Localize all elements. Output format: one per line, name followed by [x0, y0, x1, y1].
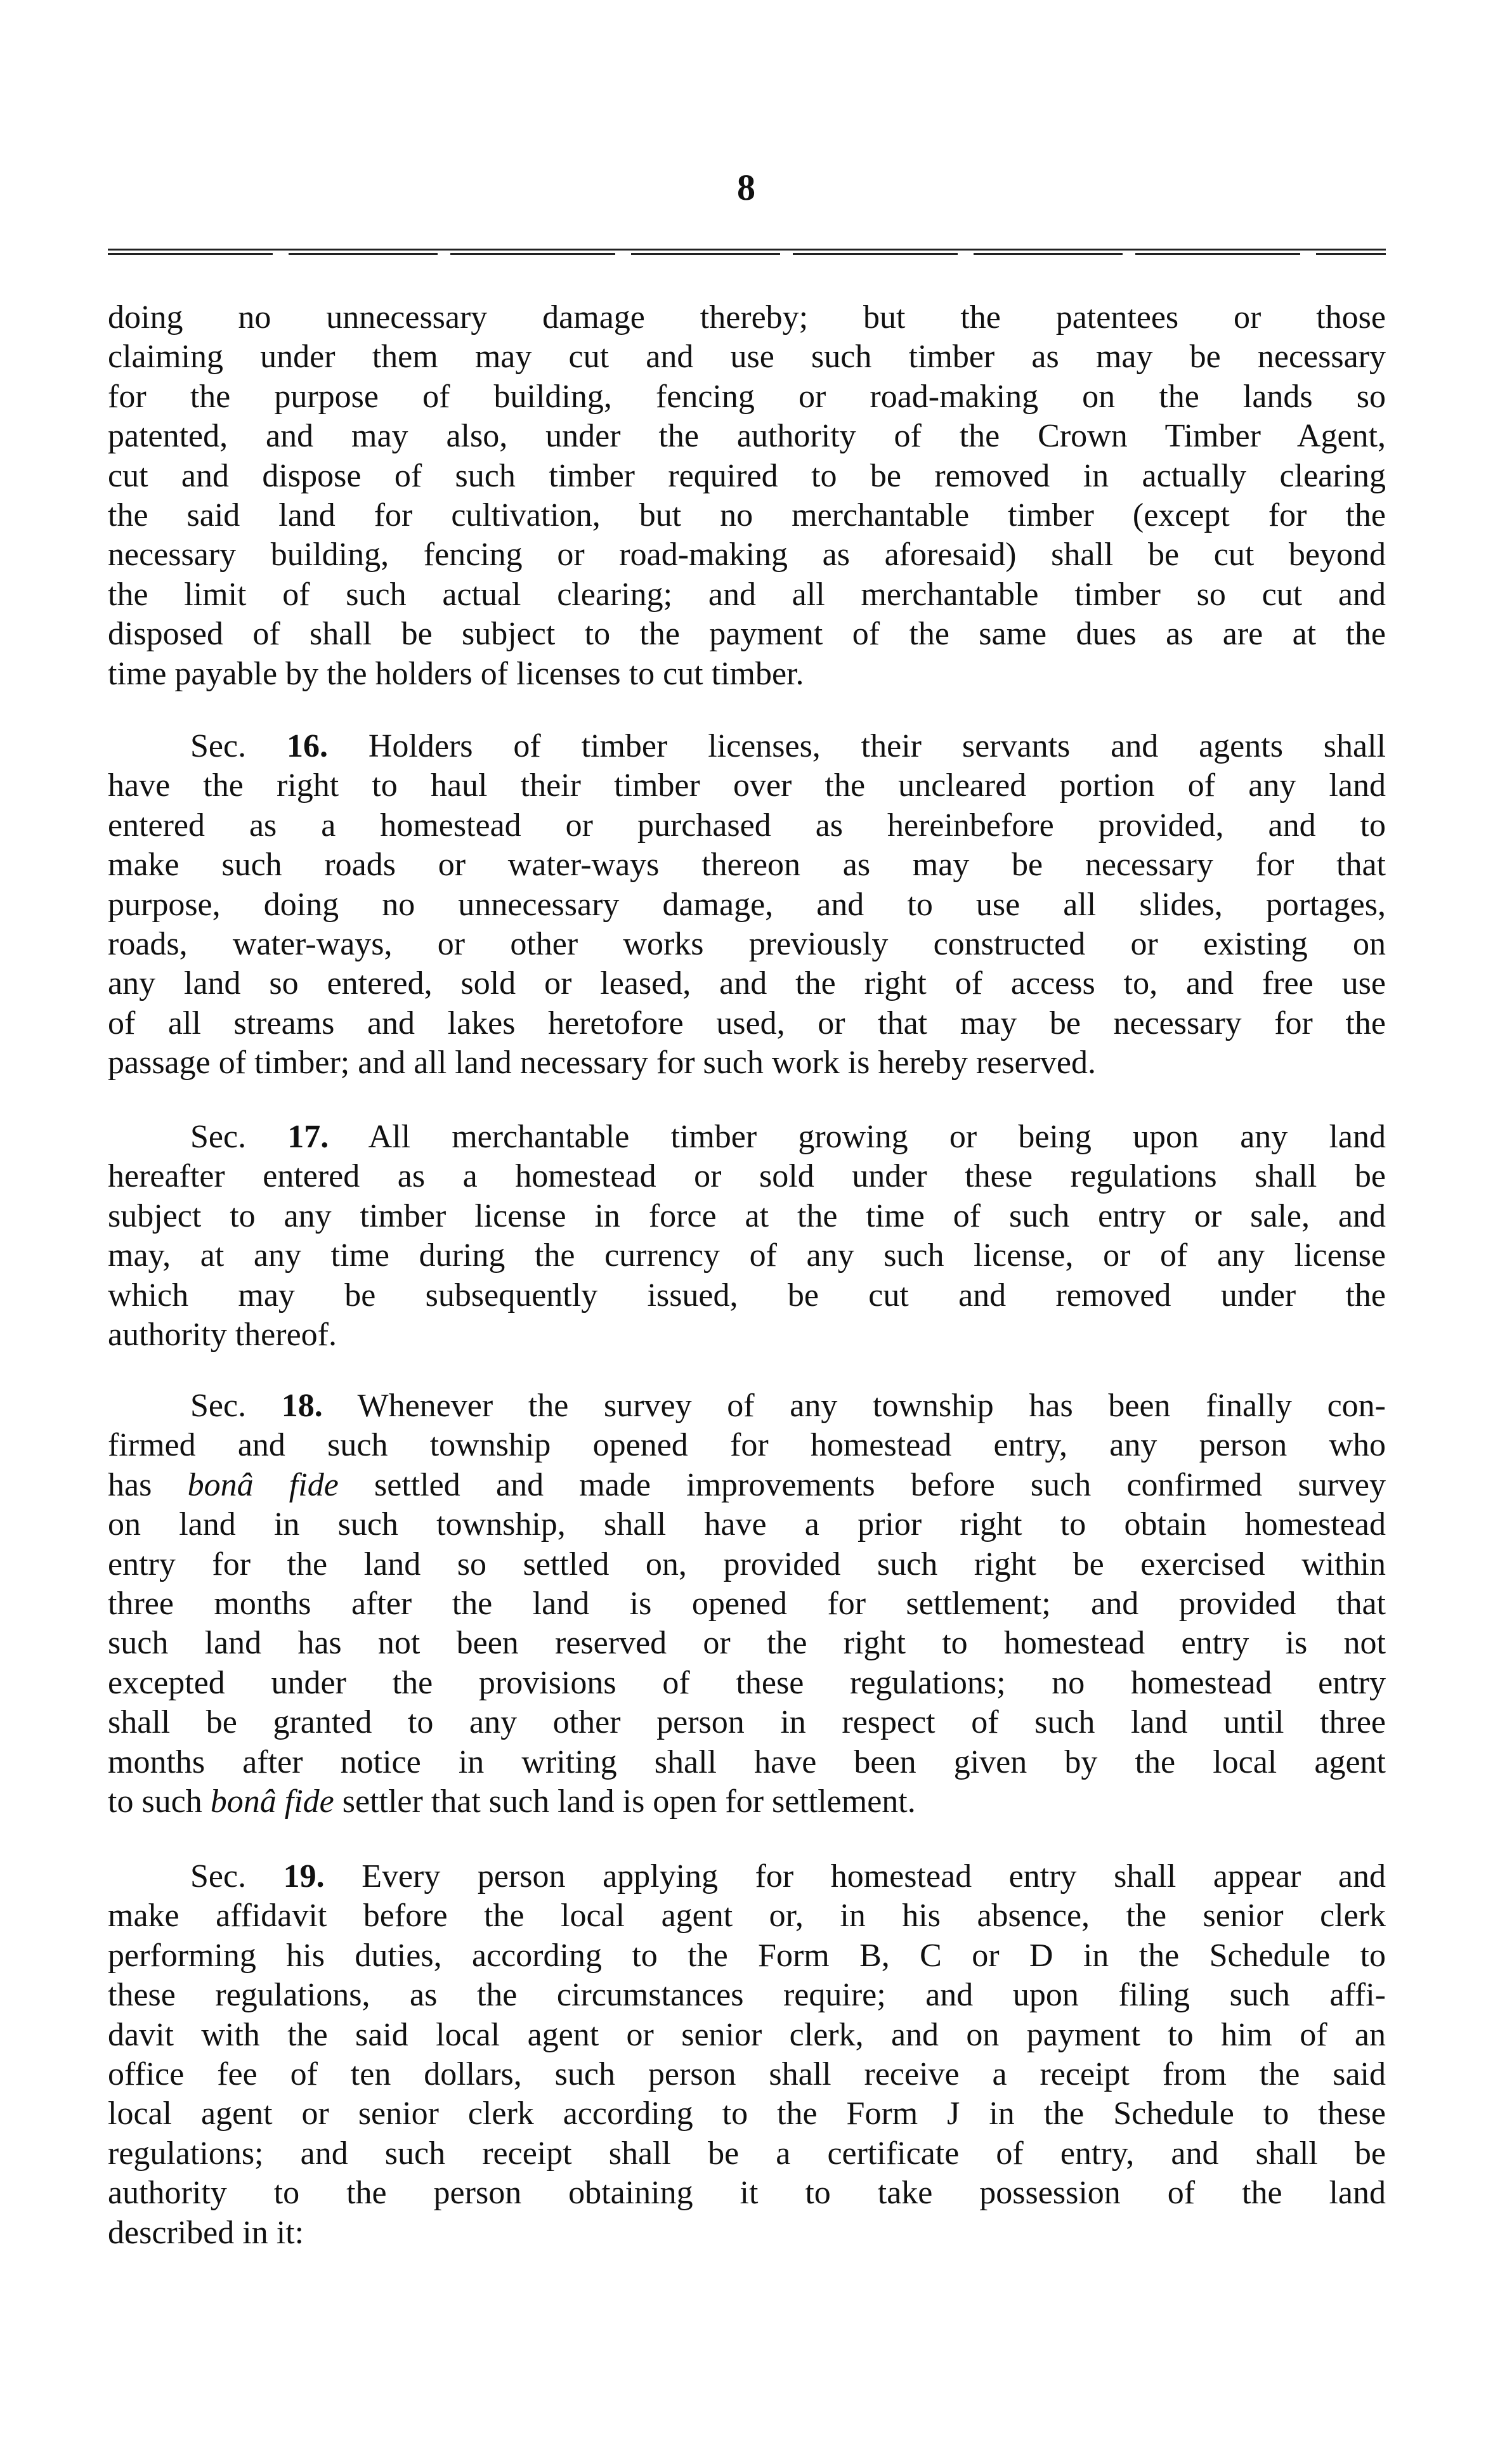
text-line	[108, 1466, 1386, 1505]
section-17	[108, 1118, 1386, 1355]
text-line: described in it:	[108, 2214, 304, 2251]
text-line: these regulations, as the circumstances require; and upon filing such affi-	[108, 1977, 1386, 2014]
text-line: of all streams and lakes heretofore used, or that may be necessary for the	[108, 1005, 1386, 1041]
text-line: authority to the person obtaining it to take possession of the land	[108, 2175, 1386, 2212]
text-line: the limit of such actual clearing; and all merchantable timber so cut and	[108, 576, 1386, 613]
text-line: roads, water-ways, or other works previously constructed or existing on	[108, 925, 1386, 962]
section-number: 19.	[283, 1858, 325, 1894]
text-line: davit with the said local agent or senior clerk, and on payment to him of an	[108, 2016, 1386, 2053]
text-segment: settled and made improvements before such confirmed survey	[338, 1466, 1386, 1503]
text-line: authority thereof.	[108, 1316, 337, 1353]
page-number: 8	[737, 167, 756, 208]
text-line: which may be subsequently issued, be cut and removed under the	[108, 1277, 1386, 1313]
text-segment: Whenever the survey of any township has been finally con-	[357, 1388, 1386, 1424]
paragraph-continuation	[108, 298, 1386, 694]
text-line: regulations; and such receipt shall be a certificate of entry, and shall be	[108, 2135, 1386, 2172]
section-number: 18.	[281, 1388, 323, 1424]
text-line: excepted under the provisions of these regulations; no homestead entry	[108, 1664, 1386, 1701]
section-first-line	[108, 1386, 1386, 1426]
italic-term: bonâ fide	[187, 1466, 339, 1503]
text-line: months after notice in writing shall have been given by the local agent	[108, 1744, 1386, 1780]
text-line: entered as a homestead or purchased as hereinbefore provided, and to	[108, 807, 1386, 844]
text-line: hereafter entered as a homestead or sold under these regulations shall be	[108, 1158, 1386, 1195]
text-line: on land in such township, shall have a prior right to obtain homestead	[108, 1506, 1386, 1543]
text-line: performing his duties, according to the Form B, C or D in the Schedule to	[108, 1937, 1386, 1974]
italic-term: bonâ fide	[210, 1783, 334, 1820]
text-line: have the right to haul their timber over the uncleared portion of any land	[108, 767, 1386, 804]
section-16	[108, 727, 1386, 1083]
text-line: cut and dispose of such timber required to be removed in actually clearing	[108, 457, 1386, 494]
section-first-line	[108, 1857, 1386, 1896]
section-first-line	[108, 727, 1386, 766]
text-line: such land has not been reserved or the right to homestead entry is not	[108, 1625, 1386, 1662]
text-line: the said land for cultivation, but no merchantable timber (except for the	[108, 497, 1386, 533]
text-segment: All merchantable timber growing or being upon any land	[368, 1119, 1386, 1155]
text-line: necessary building, fencing or road-making as aforesaid) shall be cut beyond	[108, 537, 1386, 573]
text-line: purpose, doing no unnecessary damage, and to use all slides, portages,	[108, 886, 1386, 923]
section-label: Sec.	[190, 1858, 247, 1894]
section-label: Sec.	[190, 1119, 247, 1155]
text-line: office fee of ten dollars, such person shall receive a receipt from the said	[108, 2056, 1386, 2092]
section-18	[108, 1386, 1386, 1822]
text-line: shall be granted to any other person in respect of such land until three	[108, 1704, 1386, 1741]
text-line: disposed of shall be subject to the payment of the same dues as are at the	[108, 616, 1386, 653]
section-19	[108, 1857, 1386, 2253]
text-line: doing no unnecessary damage thereby; but the patentees or those	[108, 299, 1386, 336]
section-first-line	[108, 1118, 1386, 1157]
section-number: 17.	[287, 1119, 329, 1155]
text-line: make affidavit before the local agent or, in his absence, the senior clerk	[108, 1898, 1386, 1934]
section-label: Sec.	[190, 728, 247, 764]
text-line: firmed and such township opened for homestead entry, any person who	[108, 1427, 1386, 1464]
text-line: for the purpose of building, fencing or road-making on the lands so	[108, 378, 1386, 415]
text-line: local agent or senior clerk according to the Form J in the Schedule to these	[108, 2096, 1386, 2132]
text-segment: settler that such land is open for settlement.	[334, 1783, 916, 1820]
text-segment: to such	[108, 1783, 211, 1820]
text-line: passage of timber; and all land necessary for such work is hereby reserved.	[108, 1045, 1096, 1081]
section-number: 16.	[286, 728, 328, 764]
text-line	[108, 1782, 1386, 1822]
text-line: may, at any time during the currency of any such license, or of any license	[108, 1237, 1386, 1274]
text-line: three months after the land is opened for settlement; and provided that	[108, 1585, 1386, 1622]
text-segment: Holders of timber licenses, their servants and agents shall	[368, 728, 1386, 764]
text-line: subject to any timber license in force at the time of such entry or sale, and	[108, 1197, 1386, 1234]
header-rule	[108, 249, 1386, 255]
text-segment: Every person applying for homestead entry shall appear and	[362, 1858, 1386, 1894]
text-line: make such roads or water-ways thereon as may be necessary for that	[108, 847, 1386, 883]
section-label: Sec.	[190, 1388, 247, 1424]
text-line: claiming under them may cut and use such timber as may be necessary	[108, 339, 1386, 375]
text-line: entry for the land so settled on, provided such right be exercised within	[108, 1546, 1386, 1582]
text-line: any land so entered, sold or leased, and the right of access to, and free use	[108, 965, 1386, 1002]
text-segment: has	[108, 1466, 188, 1503]
text-line: time payable by the holders of licenses to cut timber.	[108, 655, 804, 692]
text-line: patented, and may also, under the authority of the Crown Timber Agent,	[108, 418, 1386, 455]
